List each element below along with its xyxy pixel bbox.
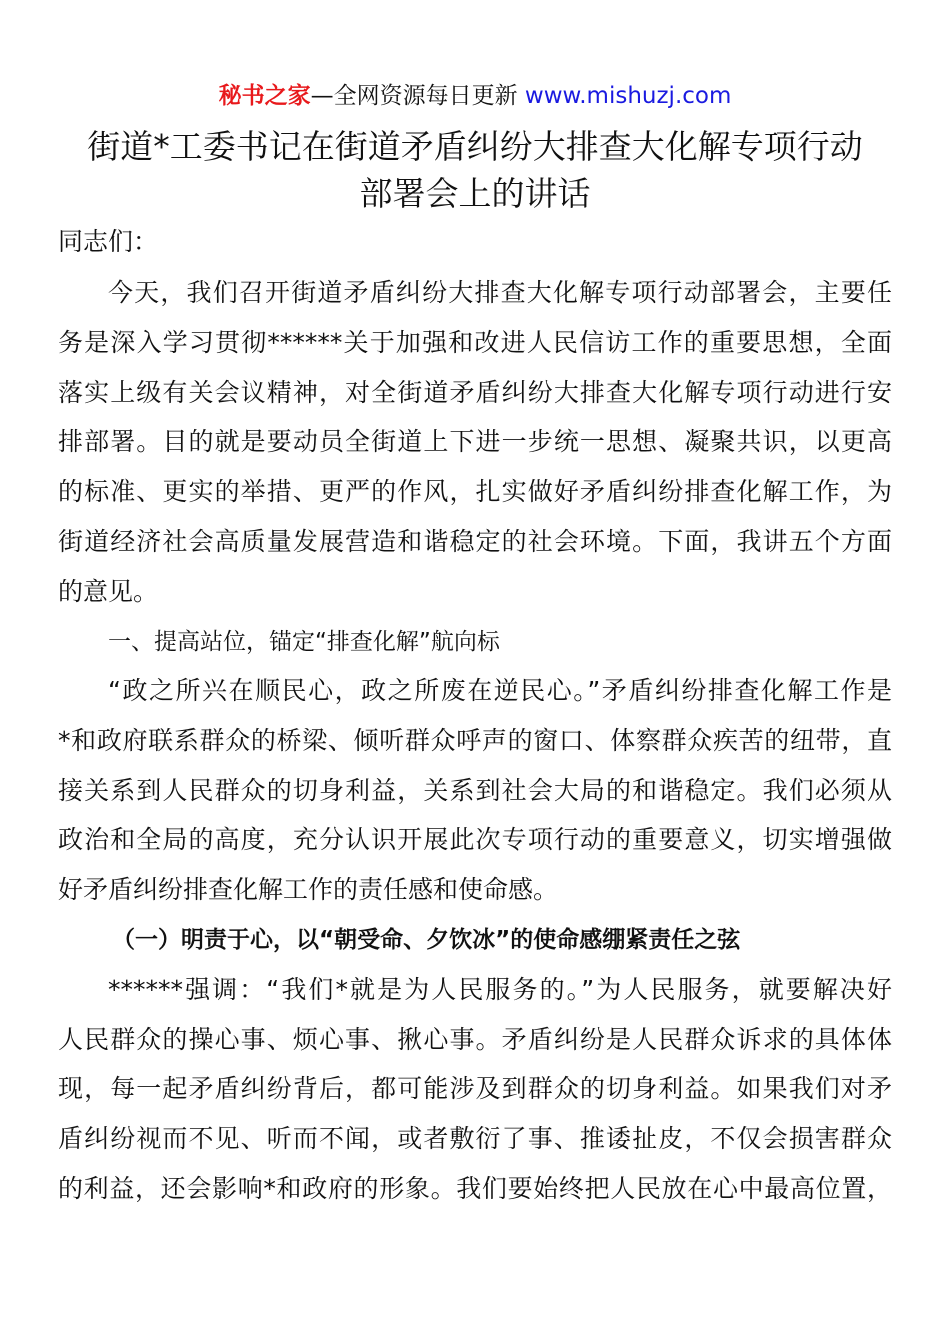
paragraph-line: 好矛盾纠纷排查化解工作的责任感和使命感。 [58,875,559,904]
document-title-line-2: 部署会上的讲话 [359,174,591,213]
section-heading: 一、提高站位，锚定“排查化解”航向标 [108,629,500,655]
paragraph-line: 政治和全局的高度，充分认识开展此次专项行动的重要意义，切实增强做 [58,825,892,854]
brand-name: 秘书之家 [218,83,311,109]
banner-tagline: —全网资源每日更新 [310,83,525,109]
paragraph-line: *和政府联系群众的桥梁、倾听群众呼声的窗口、体察群众疾苦的纽带，直 [58,726,892,755]
site-banner [0,80,950,112]
document-title-line-1: 街道*工委书记在街道矛盾纠纷大排查大化解专项行动 [87,127,863,166]
paragraph-line: 现，每一起矛盾纠纷背后，都可能涉及到群众的切身利益。如果我们对矛 [58,1074,892,1103]
subsection-heading: （一）明责于心，以“朝受命、夕饮冰”的使命感绷紧责任之弦 [112,927,741,953]
paragraph-line: ******强调：“我们*就是为人民服务的。”为人民服务，就要解决好 [108,975,892,1004]
paragraph-line: 排部署。目的就是要动员全街道上下进一步统一思想、凝聚共识，以更高 [58,427,892,456]
paragraph-line: 务是深入学习贯彻******关于加强和改进人民信访工作的重要思想，全面 [58,328,892,357]
paragraph-line: 接关系到人民群众的切身利益，关系到社会大局的和谐稳定。我们必须从 [58,776,892,805]
paragraph-line: 的利益，还会影响*和政府的形象。我们要始终把人民放在心中最高位置， [58,1174,892,1203]
paragraph-line: 落实上级有关会议精神，对全街道矛盾纠纷大排查大化解专项行动进行安 [58,378,892,407]
paragraph-line: 盾纠纷视而不见、听而不闻，或者敷衍了事、推诿扯皮，不仅会损害群众 [58,1124,892,1153]
paragraph-line: 人民群众的操心事、烦心事、揪心事。矛盾纠纷是人民群众诉求的具体体 [58,1025,892,1054]
paragraph-line: “政之所兴在顺民心，政之所废在逆民心。”矛盾纠纷排查化解工作是 [108,676,892,705]
salutation: 同志们： [58,227,159,256]
site-url: www.mishuzj.com [524,83,732,109]
paragraph-line: 的标准、更实的举措、更严的作风，扎实做好矛盾纠纷排查化解工作，为 [58,477,892,506]
paragraph-line: 今天，我们召开街道矛盾纠纷大排查大化解专项行动部署会，主要任 [108,278,892,307]
paragraph-line: 街道经济社会高质量发展营造和谐稳定的社会环境。下面，我讲五个方面 [58,527,892,556]
paragraph-line: 的意见。 [58,577,159,606]
